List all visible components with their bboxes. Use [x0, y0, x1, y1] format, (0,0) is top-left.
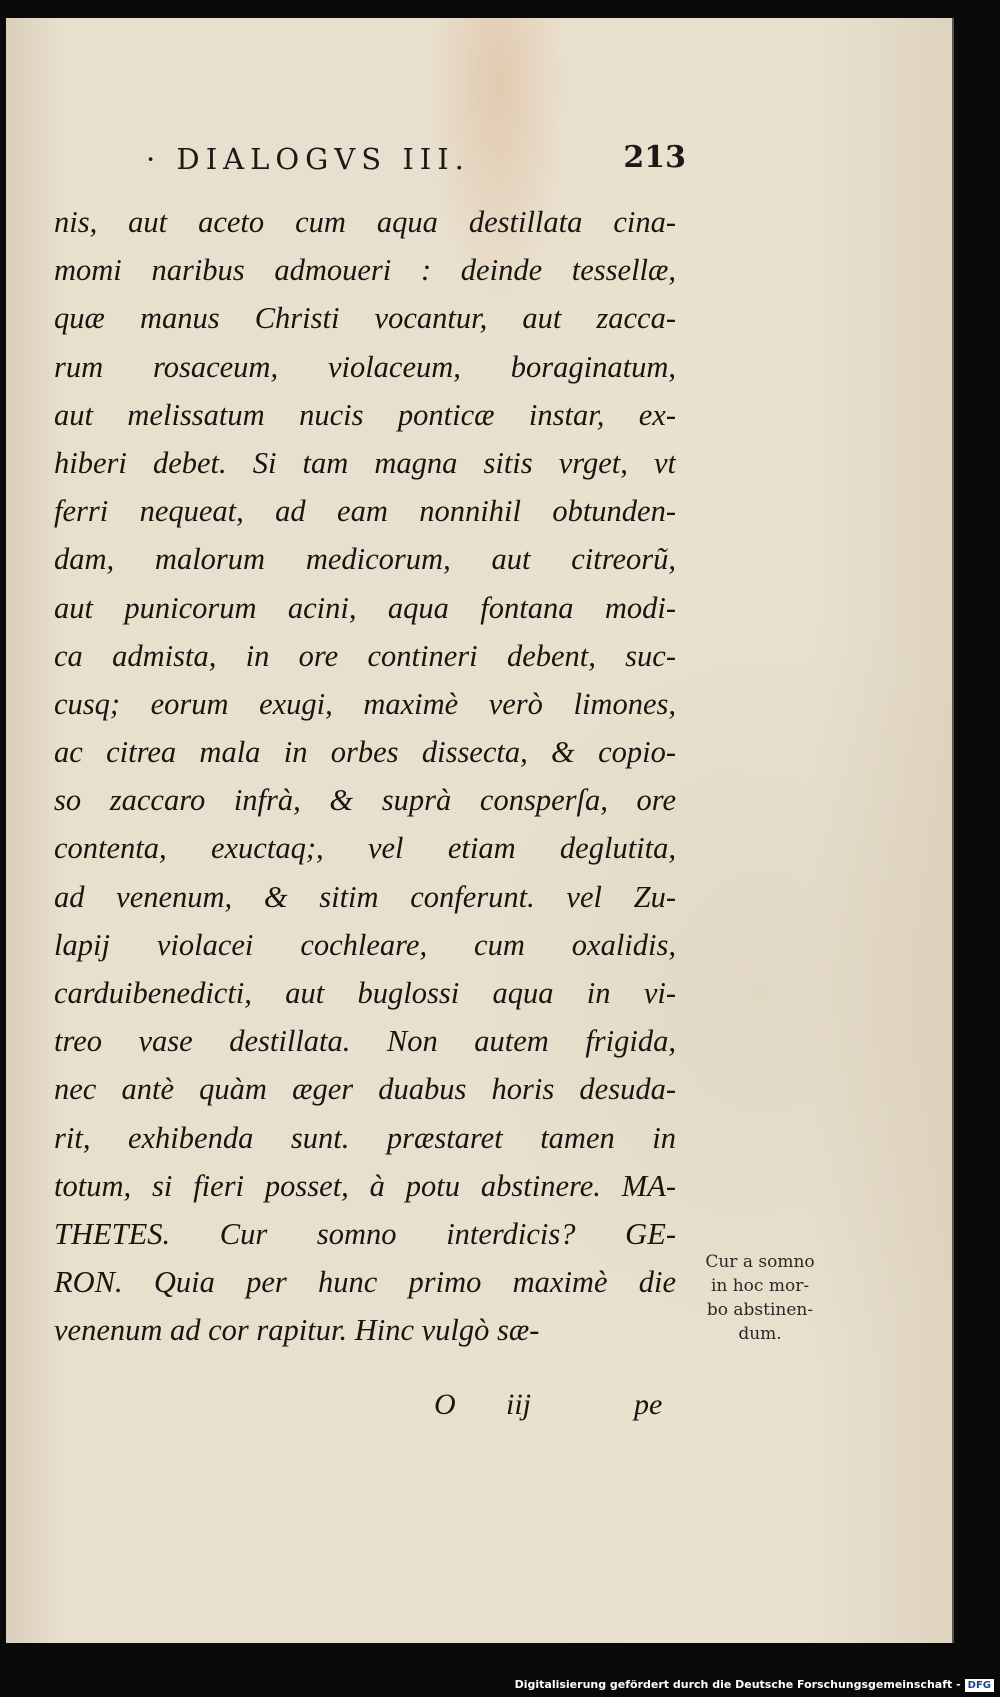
text-line: nec antè quàm æger duabus horis desuda-	[54, 1072, 676, 1107]
text-line: treo vase destillata. Non autem frigida,	[54, 1024, 676, 1059]
text-line: RON. Quia per hunc primo maximè die	[54, 1265, 676, 1300]
marginal-line: bo abstinen-	[706, 1300, 814, 1320]
signature-letter: O	[434, 1388, 456, 1421]
footer-line	[54, 1388, 676, 1436]
text-line: rit, exhibenda sunt. præstaret tamen in	[54, 1120, 676, 1155]
text-line: cusq; eorum exugi, maximè verò limones,	[54, 686, 676, 721]
marginal-line: dum.	[738, 1324, 782, 1344]
text-line: carduibenedicti, aut buglossi aqua in vi-	[54, 976, 676, 1010]
marginal-line: Cur a somno	[705, 1252, 815, 1272]
text-line: lapij violacei cochleare, cum oxalidis,	[54, 927, 676, 962]
marginal-line: in hoc mor-	[710, 1276, 810, 1296]
text-line: contenta, exuctaq;, vel etiam deglutita,	[54, 831, 676, 866]
text-line: venenum ad cor rapitur. Hinc vulgò sæ-	[54, 1313, 540, 1348]
text-line: ca admista, in ore contineri debent, suc-	[54, 638, 676, 673]
digitization-credit	[515, 1677, 994, 1693]
catchword: pe	[634, 1388, 663, 1421]
text-line: quæ manus Christi vocantur, aut zacca-	[54, 301, 676, 336]
text-line: dam, malorum medicorum, aut citreorũ,	[54, 542, 676, 577]
text-line: hiberi debet. Si tam magna sitis vrget, vt	[54, 445, 676, 480]
text-line: ac citrea mala in orbes dissecta, & copio-	[54, 735, 676, 770]
text-line: THETES. Cur somno interdicis? GE-	[54, 1216, 676, 1251]
book-page	[6, 18, 954, 1643]
text-line: momi naribus admoueri : deinde tessellæ,	[54, 253, 676, 288]
marginal-note	[680, 1250, 840, 1346]
text-line: nis, aut aceto cum aqua destillata cina-	[54, 205, 676, 239]
text-line: totum, si fieri posset, à potu abstinere. MA-	[54, 1168, 676, 1203]
body-text	[54, 198, 676, 1355]
text-line: ad venenum, & sitim conferunt. vel Zu-	[54, 879, 676, 914]
text-line: aut punicorum acini, aqua fontana modi-	[54, 590, 676, 625]
text-line: rum rosaceum, violaceum, boraginatum,	[54, 349, 676, 384]
signature-number: iij	[506, 1388, 532, 1421]
text-line: ferri nequeat, ad eam nonnihil obtunden-	[54, 494, 676, 529]
running-title: · DIALOGVS III.	[146, 142, 470, 176]
page-number: 213	[623, 140, 686, 175]
text-line: aut melissatum nucis ponticæ instar, ex-	[54, 397, 676, 432]
dfg-logo-badge: DFG	[965, 1679, 994, 1692]
credit-text: Digitalisierung gefördert durch die Deutsche Forschungsgemeinschaft -	[514, 1678, 961, 1691]
page-header	[146, 138, 686, 184]
text-line: so zaccaro infrà, & suprà consperſa, ore	[54, 783, 676, 818]
